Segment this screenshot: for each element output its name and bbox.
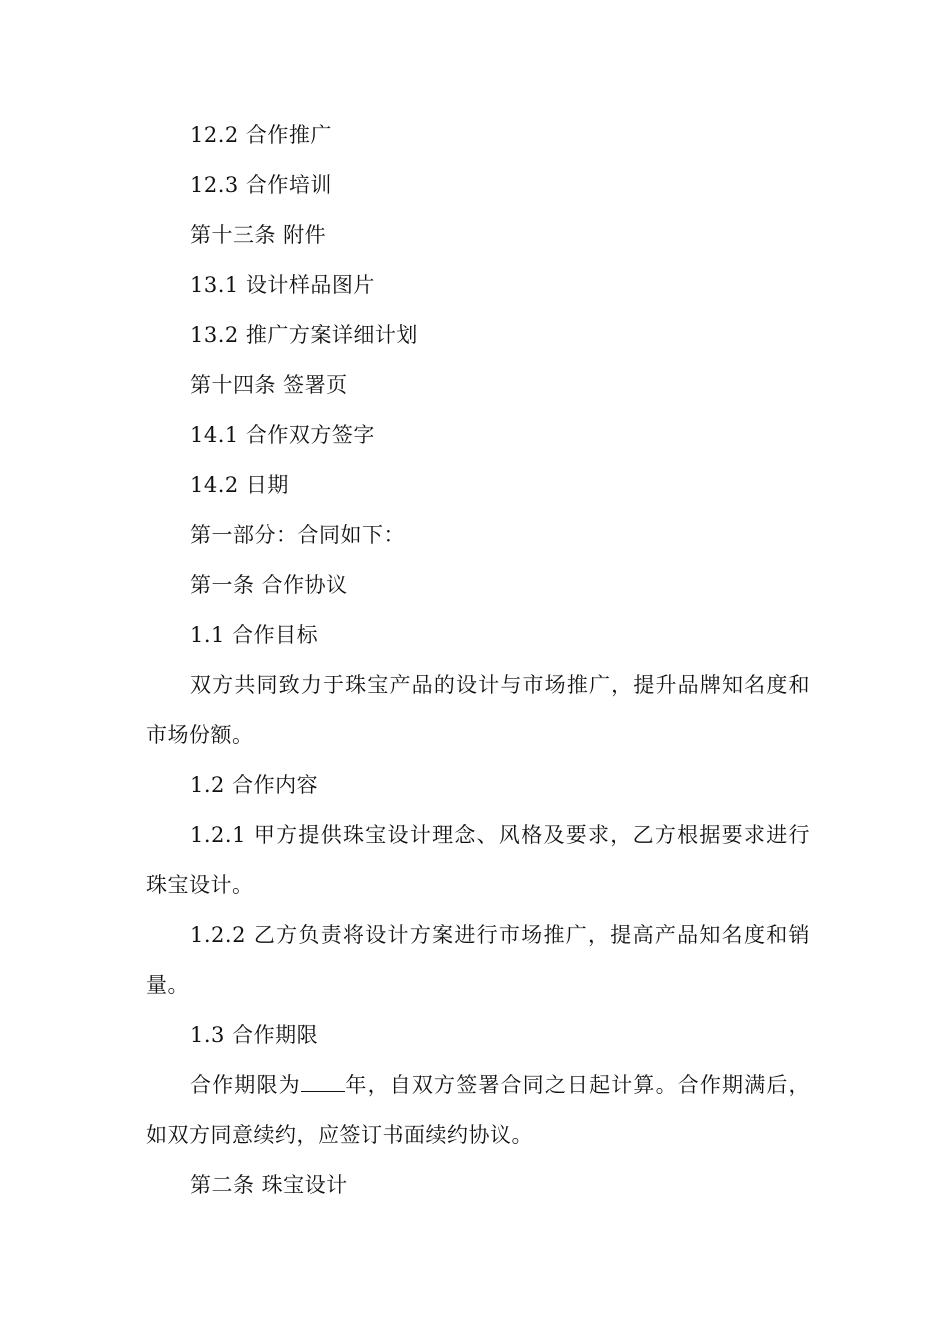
term-text-after: 年，自双方签署合同之日起计算。合作期满后，如双方同意续约，应签订书面续约协议。 bbox=[146, 1073, 811, 1147]
clause-1-3: 1.3 合作期限 bbox=[190, 1023, 319, 1047]
clause-1-2-1: 1.2.1 甲方提供珠宝设计理念、风格及要求，乙方根据要求进行珠宝设计。 bbox=[146, 823, 810, 897]
clause-14-2: 14.2 日期 bbox=[190, 473, 289, 497]
clause-13-2: 13.2 推广方案详细计划 bbox=[190, 323, 418, 347]
clause-12-2: 12.2 合作推广 bbox=[190, 123, 332, 147]
paragraph-term bbox=[146, 1060, 810, 1160]
article-13-heading: 第十三条 附件 bbox=[190, 223, 327, 247]
clause-1-1: 1.1 合作目标 bbox=[190, 623, 319, 647]
clause-1-2-2: 1.2.2 乙方负责将设计方案进行市场推广，提高产品知名度和销量。 bbox=[146, 923, 810, 997]
article-1-heading: 第一条 合作协议 bbox=[190, 573, 348, 597]
term-years-blank[interactable] bbox=[301, 1073, 345, 1092]
clause-1-2: 1.2 合作内容 bbox=[190, 773, 319, 797]
article-2-heading: 第二条 珠宝设计 bbox=[190, 1173, 348, 1197]
clause-12-3: 12.3 合作培训 bbox=[190, 173, 332, 197]
part-one-heading: 第一部分：合同如下： bbox=[190, 523, 405, 547]
article-14-heading: 第十四条 签署页 bbox=[190, 373, 348, 397]
clause-14-1: 14.1 合作双方签字 bbox=[190, 423, 375, 447]
paragraph-cooperation-goal: 双方共同致力于珠宝产品的设计与市场推广，提升品牌知名度和市场份额。 bbox=[146, 673, 810, 747]
term-text-before: 合作期限为 bbox=[190, 1073, 301, 1097]
clause-13-1: 13.1 设计样品图片 bbox=[190, 273, 375, 297]
